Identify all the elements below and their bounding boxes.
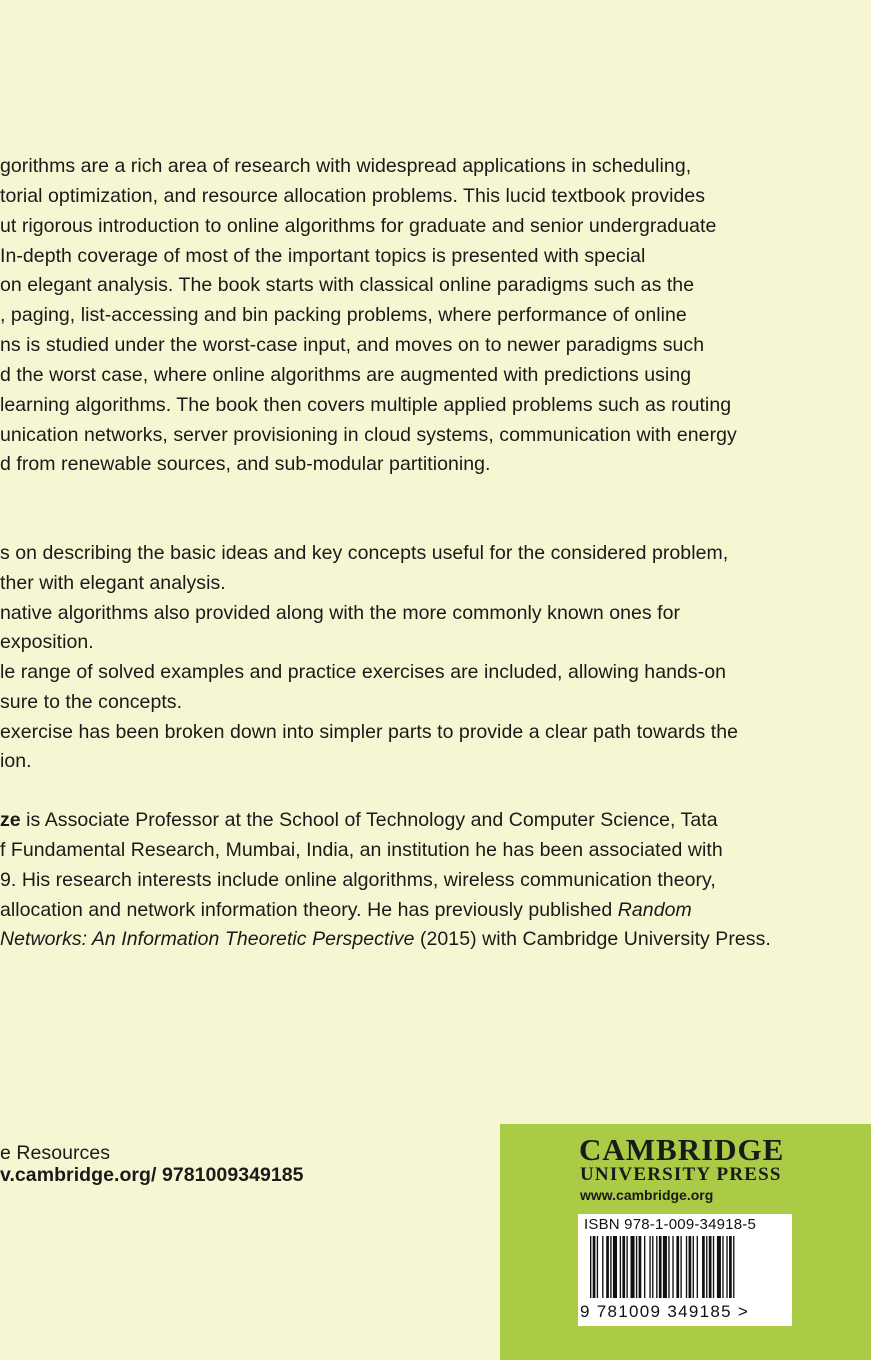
feature-line: sure to the concepts. xyxy=(0,691,183,713)
publisher-panel xyxy=(500,1124,871,1360)
description-line: In-depth coverage of most of the important topics is presented with special xyxy=(0,245,646,267)
description-line: d the worst case, where online algorithms are augmented with predictions using xyxy=(0,364,692,386)
barcode-bar xyxy=(656,1236,657,1298)
barcode-bar xyxy=(622,1236,625,1298)
barcode-bar xyxy=(610,1236,611,1298)
description-line: d from renewable sources, and sub-modular partitioning. xyxy=(0,453,491,475)
author-bio-line: 9. His research interests include online algorithms, wireless communication theory, xyxy=(0,869,716,891)
barcode-bar xyxy=(722,1236,723,1298)
book-title-italic: Networks: An Information Theoretic Perspective xyxy=(0,928,415,950)
feature-line: s on describing the basic ideas and key concepts useful for the considered problem, xyxy=(0,542,729,564)
barcode-bar xyxy=(659,1236,662,1298)
barcode-icon xyxy=(584,1236,786,1302)
isbn-barcode xyxy=(578,1214,792,1326)
barcode-bar xyxy=(590,1236,591,1298)
description-line: , paging, list-accessing and bin packing problems, where performance of online xyxy=(0,304,687,326)
description-line: ut rigorous introduction to online algorithms for graduate and senior undergraduate xyxy=(0,215,717,237)
barcode-bar xyxy=(593,1236,596,1298)
barcode-bar xyxy=(709,1236,712,1298)
barcode-bar xyxy=(602,1236,603,1298)
description-line: unication networks, server provisioning in cloud systems, communication with energy xyxy=(0,424,737,446)
author-name: ze xyxy=(0,809,21,831)
author-bio-text: is Associate Professor at the School of Technology and Computer Science, Tata xyxy=(20,809,718,831)
barcode-bar xyxy=(702,1236,705,1298)
publisher-website: www.cambridge.org xyxy=(580,1187,714,1203)
barcode-bar xyxy=(606,1236,609,1298)
feature-line: le range of solved examples and practice exercises are included, allowing hands-on xyxy=(0,661,727,683)
barcode-bar xyxy=(649,1236,650,1298)
publisher-logo-name: CAMBRIDGE xyxy=(579,1132,785,1167)
barcode-bar xyxy=(636,1236,637,1298)
barcode-bar xyxy=(644,1236,645,1298)
description-line: on elegant analysis. The book starts with classical online paradigms such as the xyxy=(0,274,695,296)
barcode-digits: 9 781009 349185 > xyxy=(580,1302,750,1321)
barcode-bar xyxy=(652,1236,653,1298)
barcode-bar xyxy=(626,1236,627,1298)
author-bio-line xyxy=(0,899,692,921)
barcode-bar xyxy=(733,1236,734,1298)
barcode-bar xyxy=(717,1236,721,1298)
author-bio-line: f Fundamental Research, Mumbai, India, an institution he has been associated with xyxy=(0,839,723,861)
feature-line: exercise has been broken down into simpler parts to provide a clear path towards the xyxy=(0,721,739,743)
feature-line: ion. xyxy=(0,750,32,772)
barcode-bar xyxy=(631,1236,635,1298)
barcode-bar xyxy=(613,1236,617,1298)
barcode-bar xyxy=(689,1236,692,1298)
barcode-bar xyxy=(620,1236,621,1298)
barcode-bar xyxy=(729,1236,732,1298)
barcode-bar xyxy=(668,1236,669,1298)
barcode-bar xyxy=(713,1236,714,1298)
barcode-bar xyxy=(693,1236,694,1298)
barcode-bar xyxy=(597,1236,598,1298)
description-line: learning algorithms. The book then covers multiple applied problems such as routing xyxy=(0,394,732,416)
resources-label: e Resources xyxy=(0,1142,111,1164)
barcode-bar xyxy=(726,1236,727,1298)
barcode-bar xyxy=(697,1236,698,1298)
barcode-bar xyxy=(672,1236,673,1298)
description-line: gorithms are a rich area of research with widespread applications in scheduling, xyxy=(0,155,692,177)
barcode-bar xyxy=(676,1236,679,1298)
isbn-label: ISBN 978-1-009-34918-5 xyxy=(584,1216,757,1233)
publisher-logo-press: UNIVERSITY PRESS xyxy=(580,1164,782,1185)
author-bio-text: (2015) with Cambridge University Press. xyxy=(414,928,771,950)
barcode-bar xyxy=(639,1236,642,1298)
author-bio-line xyxy=(0,809,718,831)
description-line: ns is studied under the worst-case input, and moves on to newer paradigms such xyxy=(0,334,705,356)
author-bio-text: allocation and network information theory. He has previously published xyxy=(0,899,618,921)
description-line: torial optimization, and resource allocation problems. This lucid textbook provides xyxy=(0,185,706,207)
author-bio-line xyxy=(0,928,771,950)
feature-line: exposition. xyxy=(0,631,94,653)
book-title-italic: Random xyxy=(617,899,692,921)
barcode-bar xyxy=(663,1236,667,1298)
barcode-bar xyxy=(680,1236,681,1298)
feature-line: native algorithms also provided along with the more commonly known ones for xyxy=(0,602,681,624)
barcode-bar xyxy=(686,1236,687,1298)
feature-line: ther with elegant analysis. xyxy=(0,572,226,594)
resources-url[interactable]: v.cambridge.org/ 9781009349185 xyxy=(0,1164,304,1186)
barcode-bar xyxy=(706,1236,707,1298)
